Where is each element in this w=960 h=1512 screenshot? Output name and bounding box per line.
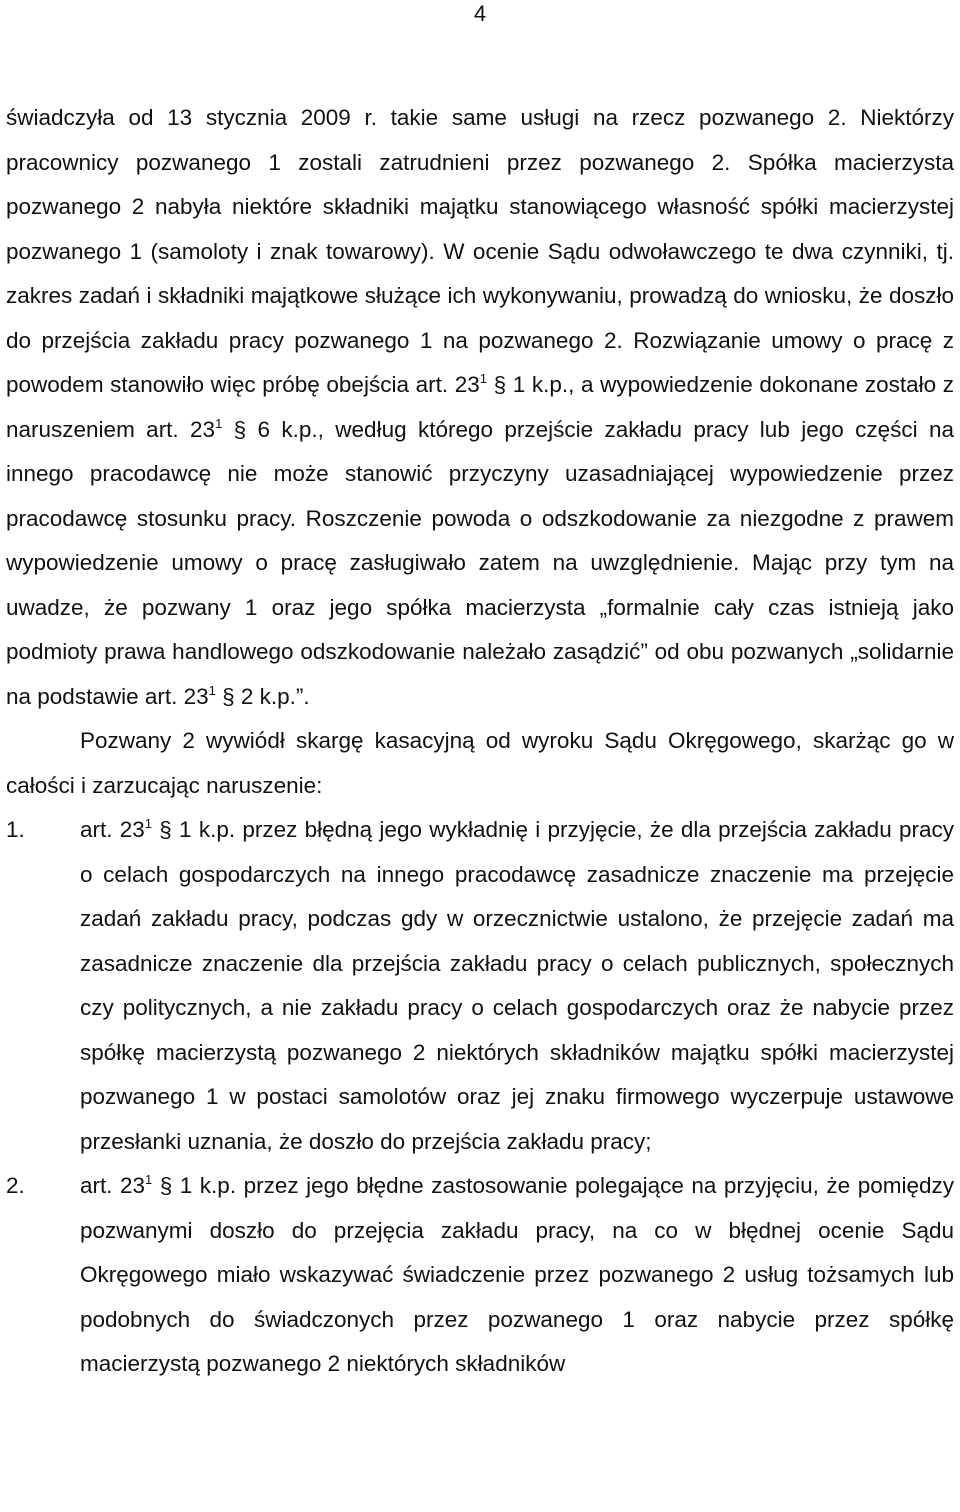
page-number: 4 — [473, 1, 487, 26]
text-segment: § 1 k.p., a wypowiedzenie dokonane zostało z naruszeniem art. 23 — [6, 372, 954, 442]
text-segment: świadczyła od 13 stycznia 2009 r. takie same usługi na rzecz pozwanego 2. Niektórzy pracownicy pozwanego 1 zostali zatrudnieni przez pozwanego 2. Spółka macierzysta pozwanego 2 nabyła niektóre składniki majątku stanowiącego własność spółki macierzystej pozwanego 1 (samoloty i znak towarowy). W ocenie Sądu odwoławczego te dwa czynniki, tj. zakres zadań i składniki majątkowe służące ich wykonywaniu, prowadzą do wniosku, że doszło do przejścia zakładu pracy pozwanego 1 na pozwanego 2. Rozwiązanie umowy o pracę z powodem stanowiło więc próbę obejścia art. 23 — [6, 105, 954, 397]
paragraph-appeal-intro: Pozwany 2 wywiódł skargę kasacyjną od wyroku Sądu Okręgowego, skarżąc go w całości i zarzucając naruszenie: — [6, 728, 954, 798]
list-item-text — [80, 808, 954, 1164]
text-segment: art. 23 — [80, 817, 145, 842]
allegations-list — [6, 808, 954, 1387]
superscript: 1 — [479, 371, 487, 386]
document-body — [6, 96, 954, 1387]
superscript: 1 — [215, 415, 223, 431]
superscript: 1 — [208, 682, 216, 698]
text-segment: § 1 k.p. przez jego błędne zastosowanie polegające na przyjęciu, że pomiędzy pozwanymi doszło do przejęcia zakładu pracy, na co w błędnej ocenie Sądu Okręgowego miało wskazywać świadczenie przez pozwanego 2 usług tożsamych lub podobnych do świadczonych przez pozwanego 1 oraz nabycie przez spółkę macierzystą pozwanego 2 niektórych składników — [80, 1173, 954, 1376]
text-segment: § 1 k.p. przez błędną jego wykładnię i przyjęcie, że dla przejścia zakładu pracy o celach gospodarczych na innego pracodawcę zasadnicze znaczenie ma przejęcie zadań zakładu pracy, podczas gdy w orzecznictwie ustalono, że przejęcie zadań ma zasadnicze znaczenie dla przejścia zakładu pracy o celach publicznych, społecznych czy politycznych, a nie zakładu pracy o celach gospodarczych oraz że nabycie przez spółkę macierzystą pozwanego 2 niektórych składników majątku spółki macierzystej pozwanego 1 w postaci samolotów oraz jej znaku firmowego wyczerpuje ustawowe przesłanki uznania, że doszło do przejścia zakładu pracy; — [80, 817, 954, 1154]
superscript: 1 — [144, 816, 153, 831]
text-segment: § 2 k.p.”. — [215, 683, 310, 709]
list-item-text — [80, 1164, 954, 1387]
superscript: 1 — [145, 1172, 153, 1187]
paragraph-continuation — [6, 96, 954, 719]
list-item — [6, 1164, 954, 1387]
text-segment: art. 23 — [80, 1173, 146, 1198]
list-number: 1. — [6, 817, 25, 842]
text-segment: § 6 k.p., według którego przejście zakładu pracy lub jego części na innego pracodawcę nie może stanowić przyczyny uzasadniającej wypowiedzenie przez pracodawcę stosunku pracy. Roszczenie powoda o odszkodowanie za niezgodne z prawem wypowiedzenie umowy o pracę zasługiwało zatem na uwzględnienie. Mając przy tym na uwadze, że pozwany 1 oraz jego spółka macierzysta „formalnie cały czas istnieją jako podmioty prawa handlowego odszkodowanie należało zasądzić” od obu pozwanych „solidarnie na podstawie art. 23 — [6, 416, 954, 709]
list-number: 2. — [6, 1173, 25, 1198]
list-item — [6, 808, 954, 1164]
